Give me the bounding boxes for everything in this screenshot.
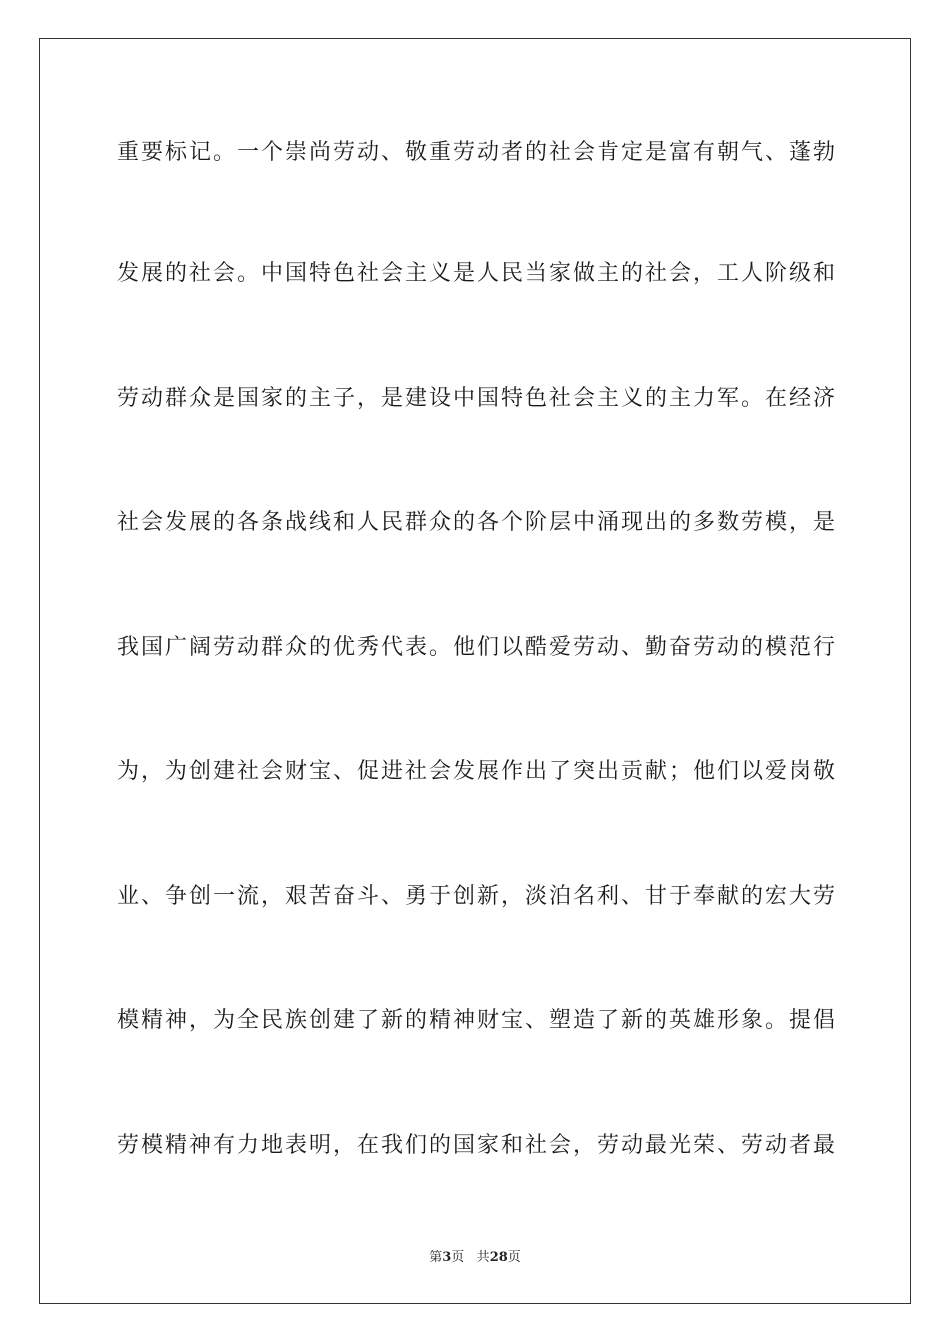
body-text-line-6: 为，为创建社会财宝、促进社会发展作出了突出贡献；他们以爱岗敬: [117, 759, 835, 784]
footer-total-pages: 28: [489, 1250, 508, 1265]
footer-total-suffix: 页: [507, 1250, 521, 1265]
page-frame: [39, 38, 911, 1304]
body-text-line-3: 劳动群众是国家的主子，是建设中国特色社会主义的主力军。在经济: [117, 386, 835, 411]
footer-page-number: 3: [442, 1250, 452, 1265]
body-text-line-2: 发展的社会。中国特色社会主义是人民当家做主的社会，工人阶级和: [117, 261, 835, 286]
body-text-line-9: 劳模精神有力地表明，在我们的国家和社会，劳动最光荣、劳动者最: [117, 1133, 835, 1158]
footer-page-prefix: 第: [429, 1250, 443, 1265]
footer-total-prefix: 共: [476, 1250, 490, 1265]
footer-page-suffix: 页: [451, 1250, 465, 1265]
body-text-line-5: 我国广阔劳动群众的优秀代表。他们以酷爱劳动、勤奋劳动的模范行: [117, 635, 835, 660]
body-text-line-1: 重要标记。一个崇尚劳动、敬重劳动者的社会肯定是富有朝气、蓬勃: [117, 140, 835, 165]
body-text-line-4: 社会发展的各条战线和人民群众的各个阶层中涌现出的多数劳模，是: [117, 510, 835, 535]
body-text-line-7: 业、争创一流，艰苦奋斗、勇于创新，淡泊名利、甘于奉献的宏大劳: [117, 884, 835, 909]
page-footer: [0, 1246, 950, 1265]
body-text-line-8: 模精神，为全民族创建了新的精神财宝、塑造了新的英雄形象。提倡: [117, 1008, 835, 1033]
